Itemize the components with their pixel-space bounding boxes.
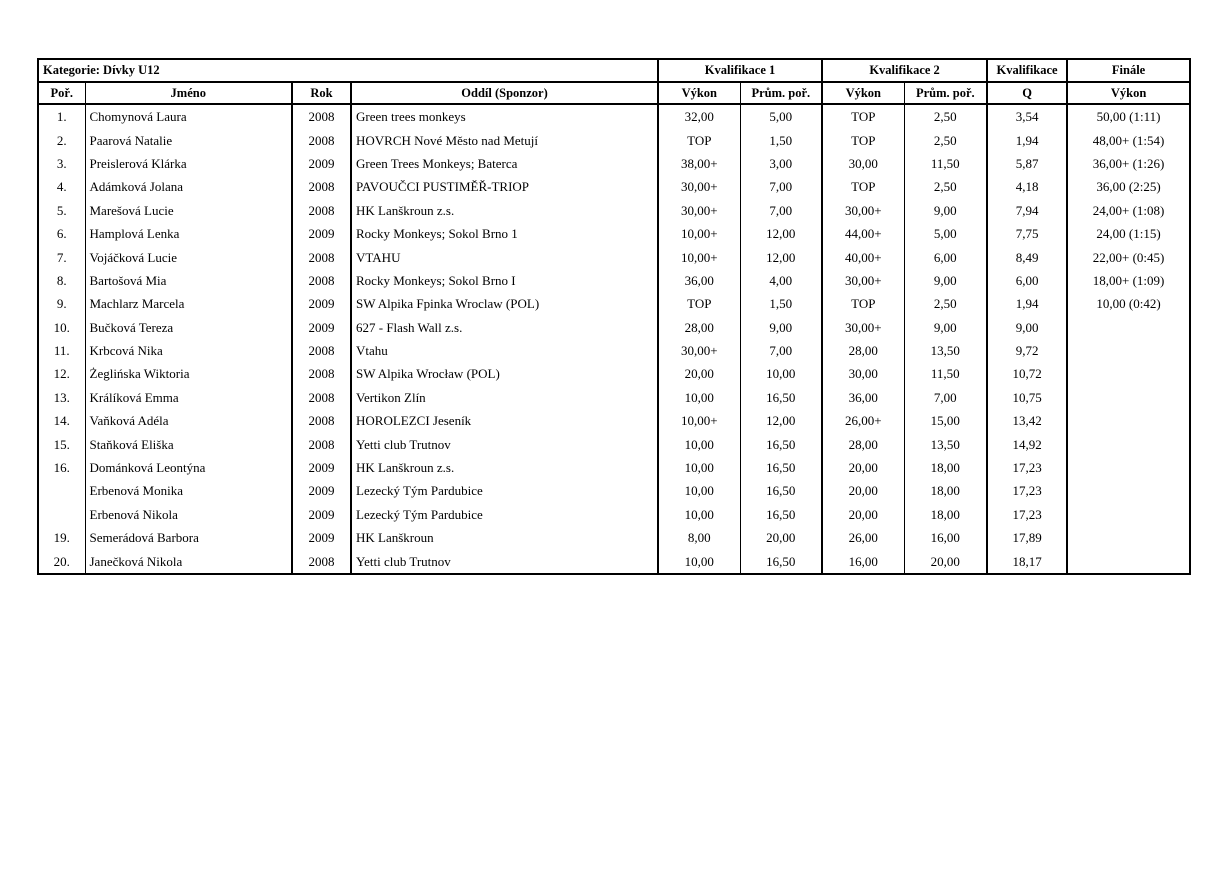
k1-avg-cell: 10,00 [740, 362, 822, 385]
final-score-cell [1067, 316, 1190, 339]
rank-cell: 1. [56, 109, 67, 125]
q-cell: 7,75 [987, 222, 1067, 245]
col-header-q: Q [987, 82, 1067, 104]
table-row [38, 316, 1190, 339]
k1-score-cell: 30,00+ [658, 199, 740, 222]
col-header-k2-avg: Prům. poř. [904, 82, 987, 104]
name-cell: Erbenová Nikola [85, 503, 292, 526]
k2-avg-cell: 16,00 [904, 526, 987, 549]
club-cell: Vtahu [351, 339, 658, 362]
club-cell: HOROLEZCI Jeseník [351, 409, 658, 432]
k1-avg-cell: 16,50 [740, 386, 822, 409]
table-row [38, 339, 1190, 362]
k2-avg-cell: 20,00 [904, 549, 987, 573]
name-cell: Erbenová Monika [85, 479, 292, 502]
final-score-cell: 36,00+ (1:26) [1067, 152, 1190, 175]
name-cell: Preislerová Klárka [85, 152, 292, 175]
k2-score-cell: TOP [822, 128, 904, 151]
k2-avg-cell: 7,00 [904, 386, 987, 409]
club-cell: SW Alpika Wrocław (POL) [351, 362, 658, 385]
col-header-name: Jméno [85, 82, 292, 104]
k1-score-cell: 30,00+ [658, 339, 740, 362]
name-cell: Staňková Eliška [85, 432, 292, 455]
k2-avg-cell: 18,00 [904, 456, 987, 479]
club-cell: HK Lanškroun z.s. [351, 199, 658, 222]
year-cell: 2008 [292, 549, 351, 573]
club-cell: Rocky Monkeys; Sokol Brno I [351, 269, 658, 292]
k1-avg-cell: 16,50 [740, 432, 822, 455]
col-header-year: Rok [292, 82, 351, 104]
rank-cell: 5. [56, 202, 67, 218]
final-score-cell: 10,00 (0:42) [1067, 292, 1190, 315]
k2-score-cell: 20,00 [822, 456, 904, 479]
name-cell: Adámková Jolana [85, 175, 292, 198]
rank-cell: 8. [56, 272, 67, 288]
year-cell: 2008 [292, 104, 351, 128]
final-score-cell [1067, 362, 1190, 385]
k2-score-cell: TOP [822, 175, 904, 198]
table-row [38, 526, 1190, 549]
club-cell: Green trees monkeys [351, 104, 658, 128]
k1-score-cell: 10,00 [658, 503, 740, 526]
q-cell: 1,94 [987, 292, 1067, 315]
k2-avg-cell: 13,50 [904, 432, 987, 455]
k1-score-cell: 10,00 [658, 479, 740, 502]
final-score-cell: 50,00 (1:11) [1067, 104, 1190, 128]
k1-avg-cell: 16,50 [740, 456, 822, 479]
q-cell: 9,00 [987, 316, 1067, 339]
q-cell: 14,92 [987, 432, 1067, 455]
table-row [38, 292, 1190, 315]
k2-avg-cell: 5,00 [904, 222, 987, 245]
year-cell: 2008 [292, 409, 351, 432]
rank-cell: 19. [53, 530, 70, 546]
name-cell: Machlarz Marcela [85, 292, 292, 315]
k1-avg-cell: 3,00 [740, 152, 822, 175]
k2-score-cell: 28,00 [822, 432, 904, 455]
k1-avg-cell: 4,00 [740, 269, 822, 292]
q-cell: 5,87 [987, 152, 1067, 175]
group-header-kvalifikace-1: Kvalifikace 1 [658, 59, 822, 82]
final-score-cell [1067, 549, 1190, 573]
k2-score-cell: 30,00+ [822, 269, 904, 292]
table-row [38, 503, 1190, 526]
table-row [38, 409, 1190, 432]
q-cell: 17,23 [987, 456, 1067, 479]
k2-score-cell: 30,00 [822, 152, 904, 175]
table-row [38, 245, 1190, 268]
k1-avg-cell: 1,50 [740, 292, 822, 315]
name-cell: Paarová Natalie [85, 128, 292, 151]
year-cell: 2009 [292, 152, 351, 175]
column-header-row [38, 82, 1190, 104]
k1-score-cell: 10,00 [658, 432, 740, 455]
name-cell: Bučková Tereza [85, 316, 292, 339]
k2-score-cell: 30,00 [822, 362, 904, 385]
k2-avg-cell: 2,50 [904, 104, 987, 128]
k1-avg-cell: 7,00 [740, 175, 822, 198]
club-cell: HK Lanškroun [351, 526, 658, 549]
final-score-cell [1067, 456, 1190, 479]
q-cell: 4,18 [987, 175, 1067, 198]
club-cell: Vertikon Zlín [351, 386, 658, 409]
k2-avg-cell: 2,50 [904, 292, 987, 315]
rank-cell: 10. [53, 319, 70, 335]
name-cell: Vaňková Adéla [85, 409, 292, 432]
rank-cell: 11. [53, 343, 70, 359]
rank-cell: 13. [53, 389, 70, 405]
final-score-cell [1067, 479, 1190, 502]
name-cell: Krbcová Nika [85, 339, 292, 362]
table-row [38, 152, 1190, 175]
k2-avg-cell: 15,00 [904, 409, 987, 432]
k1-avg-cell: 20,00 [740, 526, 822, 549]
col-header-final-score: Výkon [1067, 82, 1190, 104]
k1-score-cell: 30,00+ [658, 175, 740, 198]
name-cell: Janečková Nikola [85, 549, 292, 573]
year-cell: 2008 [292, 199, 351, 222]
club-cell: PAVOUČCI PUSTIMĚŘ-TRIOP [351, 175, 658, 198]
category-header-row [38, 59, 1190, 82]
rank-cell: 2. [56, 132, 67, 148]
table-row [38, 549, 1190, 573]
table-row [38, 362, 1190, 385]
results-table [37, 58, 1191, 575]
table-row [38, 479, 1190, 502]
year-cell: 2008 [292, 386, 351, 409]
rank-cell: 7. [56, 249, 67, 265]
k1-avg-cell: 12,00 [740, 222, 822, 245]
year-cell: 2008 [292, 362, 351, 385]
k2-score-cell: 36,00 [822, 386, 904, 409]
year-cell: 2009 [292, 292, 351, 315]
club-cell: VTAHU [351, 245, 658, 268]
name-cell: Králíková Emma [85, 386, 292, 409]
k2-avg-cell: 9,00 [904, 199, 987, 222]
name-cell: Semerádová Barbora [85, 526, 292, 549]
name-cell: Vojáčková Lucie [85, 245, 292, 268]
rank-cell: 14. [53, 413, 70, 429]
k1-score-cell: 10,00+ [658, 245, 740, 268]
final-score-cell: 24,00 (1:15) [1067, 222, 1190, 245]
k1-score-cell: 32,00 [658, 104, 740, 128]
name-cell: Chomynová Laura [85, 104, 292, 128]
k1-score-cell: 28,00 [658, 316, 740, 339]
category-label: Kategorie: Dívky U12 [38, 59, 658, 82]
q-cell: 9,72 [987, 339, 1067, 362]
club-cell: Green Trees Monkeys; Baterca [351, 152, 658, 175]
q-cell: 10,75 [987, 386, 1067, 409]
q-cell: 7,94 [987, 199, 1067, 222]
final-score-cell: 24,00+ (1:08) [1067, 199, 1190, 222]
k1-score-cell: 10,00 [658, 456, 740, 479]
q-cell: 1,94 [987, 128, 1067, 151]
rank-cell [38, 479, 85, 502]
k2-avg-cell: 9,00 [904, 269, 987, 292]
table-row [38, 104, 1190, 128]
k1-avg-cell: 1,50 [740, 128, 822, 151]
year-cell: 2008 [292, 269, 351, 292]
rank-cell: 16. [53, 460, 70, 476]
year-cell: 2009 [292, 316, 351, 339]
k1-score-cell: 10,00+ [658, 409, 740, 432]
k1-score-cell: 10,00 [658, 386, 740, 409]
k1-score-cell: 10,00 [658, 549, 740, 573]
club-cell: 627 - Flash Wall z.s. [351, 316, 658, 339]
col-header-k1-avg: Prům. poř. [740, 82, 822, 104]
final-score-cell [1067, 526, 1190, 549]
k1-avg-cell: 7,00 [740, 339, 822, 362]
k1-avg-cell: 12,00 [740, 409, 822, 432]
q-cell: 18,17 [987, 549, 1067, 573]
k2-score-cell: 44,00+ [822, 222, 904, 245]
club-cell: HOVRCH Nové Město nad Metují [351, 128, 658, 151]
year-cell: 2009 [292, 479, 351, 502]
year-cell: 2008 [292, 339, 351, 362]
q-cell: 6,00 [987, 269, 1067, 292]
k1-avg-cell: 16,50 [740, 503, 822, 526]
k1-score-cell: 20,00 [658, 362, 740, 385]
q-cell: 3,54 [987, 104, 1067, 128]
k2-score-cell: TOP [822, 104, 904, 128]
table-row [38, 432, 1190, 455]
year-cell: 2009 [292, 222, 351, 245]
k2-avg-cell: 11,50 [904, 362, 987, 385]
club-cell: HK Lanškroun z.s. [351, 456, 658, 479]
name-cell: Dománková Leontýna [85, 456, 292, 479]
table-row [38, 128, 1190, 151]
year-cell: 2008 [292, 175, 351, 198]
k1-avg-cell: 7,00 [740, 199, 822, 222]
k2-avg-cell: 2,50 [904, 175, 987, 198]
year-cell: 2009 [292, 456, 351, 479]
k2-avg-cell: 11,50 [904, 152, 987, 175]
k2-avg-cell: 9,00 [904, 316, 987, 339]
k1-avg-cell: 16,50 [740, 549, 822, 573]
k2-score-cell: 30,00+ [822, 199, 904, 222]
final-score-cell: 36,00 (2:25) [1067, 175, 1190, 198]
k1-score-cell: 36,00 [658, 269, 740, 292]
col-header-k2-score: Výkon [822, 82, 904, 104]
year-cell: 2009 [292, 526, 351, 549]
final-score-cell: 48,00+ (1:54) [1067, 128, 1190, 151]
final-score-cell [1067, 503, 1190, 526]
club-cell: Yetti club Trutnov [351, 549, 658, 573]
club-cell: Lezecký Tým Pardubice [351, 479, 658, 502]
club-cell: Yetti club Trutnov [351, 432, 658, 455]
rank-cell: 3. [56, 155, 67, 171]
final-score-cell [1067, 386, 1190, 409]
rank-cell [38, 503, 85, 526]
name-cell: Marešová Lucie [85, 199, 292, 222]
table-row [38, 456, 1190, 479]
col-header-rank: Poř. [38, 82, 85, 104]
final-score-cell [1067, 432, 1190, 455]
q-cell: 10,72 [987, 362, 1067, 385]
k2-score-cell: 40,00+ [822, 245, 904, 268]
k2-score-cell: 28,00 [822, 339, 904, 362]
k1-avg-cell: 5,00 [740, 104, 822, 128]
k1-avg-cell: 12,00 [740, 245, 822, 268]
col-header-club: Oddíl (Sponzor) [351, 82, 658, 104]
club-cell: SW Alpika Fpinka Wroclaw (POL) [351, 292, 658, 315]
name-cell: Hamplová Lenka [85, 222, 292, 245]
k1-avg-cell: 16,50 [740, 479, 822, 502]
k2-score-cell: 26,00+ [822, 409, 904, 432]
k1-score-cell: 8,00 [658, 526, 740, 549]
final-score-cell: 22,00+ (0:45) [1067, 245, 1190, 268]
name-cell: Żeglińska Wiktoria [85, 362, 292, 385]
table-row [38, 175, 1190, 198]
group-header-kvalifikace: Kvalifikace [987, 59, 1067, 82]
q-cell: 17,23 [987, 503, 1067, 526]
k1-avg-cell: 9,00 [740, 316, 822, 339]
rank-cell: 4. [56, 179, 67, 195]
table-row [38, 199, 1190, 222]
year-cell: 2008 [292, 432, 351, 455]
rank-cell: 20. [53, 553, 70, 569]
final-score-cell [1067, 339, 1190, 362]
q-cell: 17,23 [987, 479, 1067, 502]
rank-cell: 6. [56, 226, 67, 242]
rank-cell: 12. [53, 366, 70, 382]
q-cell: 17,89 [987, 526, 1067, 549]
k2-avg-cell: 6,00 [904, 245, 987, 268]
k2-score-cell: 30,00+ [822, 316, 904, 339]
group-header-kvalifikace-2: Kvalifikace 2 [822, 59, 987, 82]
year-cell: 2008 [292, 128, 351, 151]
k2-avg-cell: 18,00 [904, 503, 987, 526]
k1-score-cell: 38,00+ [658, 152, 740, 175]
k1-score-cell: TOP [658, 292, 740, 315]
col-header-k1-score: Výkon [658, 82, 740, 104]
k2-score-cell: 26,00 [822, 526, 904, 549]
k2-score-cell: 16,00 [822, 549, 904, 573]
results-body [38, 104, 1190, 574]
table-row [38, 269, 1190, 292]
club-cell: Lezecký Tým Pardubice [351, 503, 658, 526]
club-cell: Rocky Monkeys; Sokol Brno 1 [351, 222, 658, 245]
k2-avg-cell: 2,50 [904, 128, 987, 151]
k2-score-cell: 20,00 [822, 479, 904, 502]
final-score-cell [1067, 409, 1190, 432]
final-score-cell: 18,00+ (1:09) [1067, 269, 1190, 292]
group-header-finale: Finále [1067, 59, 1190, 82]
k2-avg-cell: 13,50 [904, 339, 987, 362]
k2-score-cell: 20,00 [822, 503, 904, 526]
table-row [38, 386, 1190, 409]
q-cell: 8,49 [987, 245, 1067, 268]
k1-score-cell: 10,00+ [658, 222, 740, 245]
table-row [38, 222, 1190, 245]
k2-avg-cell: 18,00 [904, 479, 987, 502]
year-cell: 2009 [292, 503, 351, 526]
name-cell: Bartošová Mia [85, 269, 292, 292]
rank-cell: 15. [53, 436, 70, 452]
rank-cell: 9. [56, 296, 67, 312]
year-cell: 2008 [292, 245, 351, 268]
k1-score-cell: TOP [658, 128, 740, 151]
k2-score-cell: TOP [822, 292, 904, 315]
q-cell: 13,42 [987, 409, 1067, 432]
